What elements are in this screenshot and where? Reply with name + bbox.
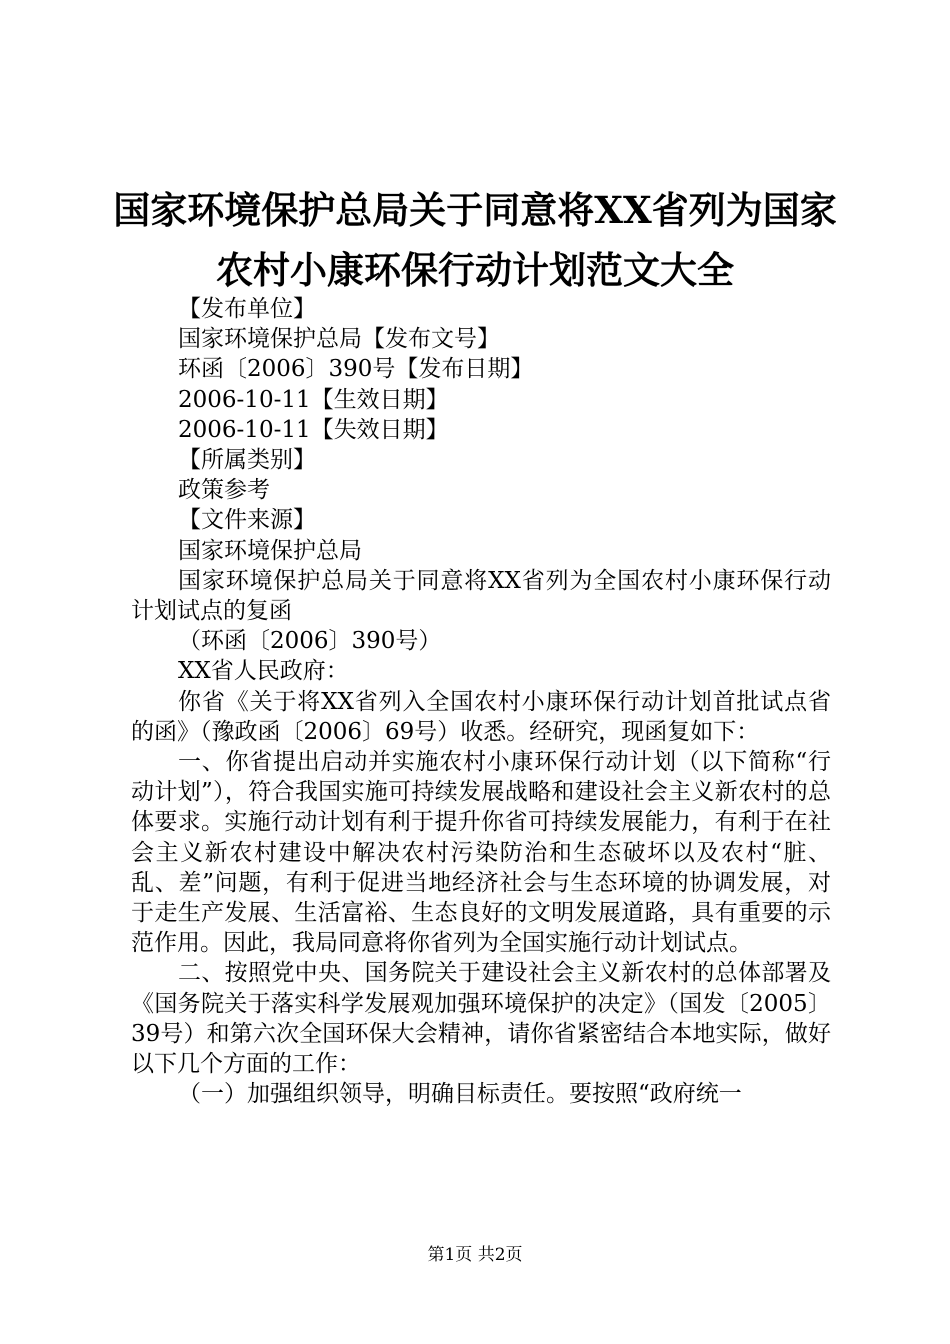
paragraph-doc-number: 环函〔2006〕390号【发布日期】 [178, 356, 534, 383]
paragraph-category-label: 【所属类别】 [178, 447, 316, 474]
paragraph-intro: 你省《关于将XX省列入全国农村小康环保行动计划首批试点省的函》（豫政函〔2006〕69号）收悉。经研究，现函复如下： [131, 688, 831, 745]
paragraph-source: 国家环境保护总局 [178, 537, 362, 564]
paragraph-source-label: 【文件来源】 [178, 507, 316, 534]
document-body [131, 294, 831, 1109]
paragraph-subpoint-1: （一）加强组织领导，明确目标责任。要按照“政府统一 [178, 1081, 742, 1108]
paragraph-letter-title: 国家环境保护总局关于同意将XX省列为全国农村小康环保行动计划试点的复函 [131, 567, 831, 625]
document-title-line-1: 国家环境保护总局关于同意将XX省列为国家 [113, 188, 837, 232]
paragraph-publish-date: 2006-10-11【生效日期】 [178, 386, 449, 413]
paragraph-point-2: 二、按照党中央、国务院关于建设社会主义新农村的总体部署及《国务院关于落实科学发展观加强环境保护的决定》（国发〔2005〕39号）和第六次全国环保大会精神，请你省紧密结合本地实际，做好以下几个方面的工作： [131, 960, 831, 1078]
paragraph-effective-date: 2006-10-11【失效日期】 [178, 416, 449, 443]
page-footer: 第1页 共2页 [427, 1245, 523, 1265]
paragraph-letter-number: （环函〔2006〕390号） [178, 628, 442, 655]
paragraph-category: 政策参考 [178, 477, 270, 504]
paragraph-point-1: 一、你省提出启动并实施农村小康环保行动计划（以下简称“行动计划”），符合我国实施可持续发展战略和建设社会主义新农村的总体要求。实施行动计划有利于提升你省可持续发展能力，有利于在社会主义新农村建设中解决农村污染防治和生态破坏以及农村“脏、乱、差”问题，有利于促进当地经济社会与生态环境的协调发展，对于走生产发展、生活富裕、生态良好的文明发展道路，具有重要的示范作用。因此，我局同意将你省列为全国实施行动计划试点。 [131, 749, 831, 957]
paragraph-addressee: XX省人民政府： [178, 658, 349, 685]
paragraph-publisher: 国家环境保护总局【发布文号】 [178, 326, 500, 353]
document-title-line-2: 农村小康环保行动计划范文大全 [216, 248, 734, 292]
paragraph-publisher-label: 【发布单位】 [178, 296, 316, 322]
